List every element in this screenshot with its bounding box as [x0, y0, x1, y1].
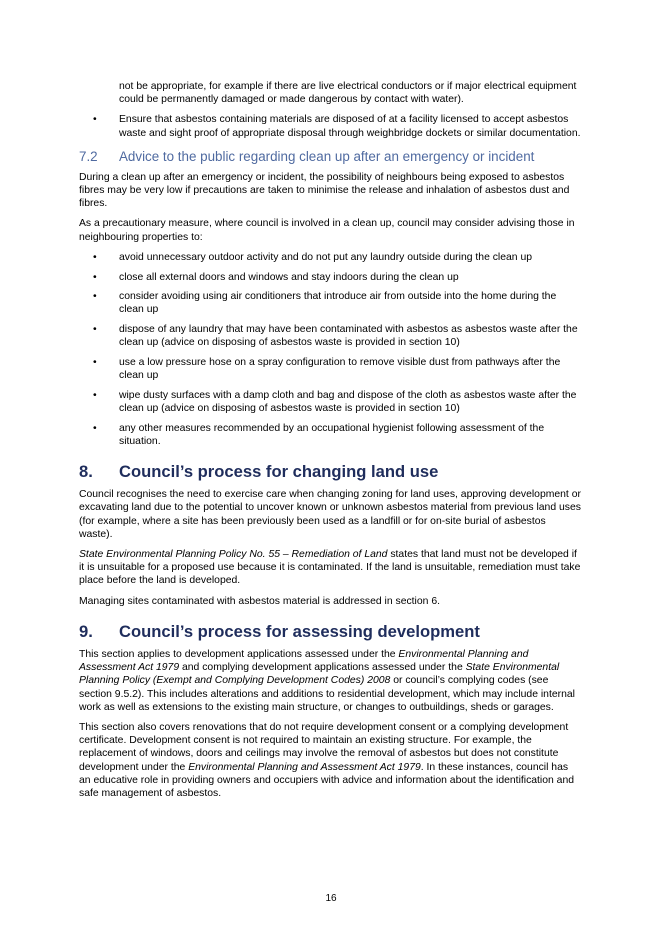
paragraph: Managing sites contaminated with asbestos material is addressed in section 6. — [79, 595, 440, 607]
paragraph-text: This section also covers renovations that do not require development consent or a complying development certificate. Development consent is not required to maintain an existing structure. For example, the replacement of windows, doors and ceilings may involve the removal of asbestos but does not constitute development under the — [79, 721, 569, 773]
section-title: Council’s process for assessing development — [119, 621, 480, 641]
paragraph — [79, 548, 582, 588]
bullet-icon: • — [93, 271, 97, 283]
paragraph: Council recognises the need to exercise care when changing zoning for land uses, approving development or excavating land due to the potential to uncover known or unknown asbestos material from previous land uses (for example, where a site has been previously been used as a landfill or for on-site burial of asbestos waste). — [79, 489, 581, 540]
bullet-icon: • — [93, 389, 97, 401]
list-item-text: any other measures recommended by an occupational hygienist following assessment of the situation. — [119, 422, 545, 448]
policy-title: State Environmental Planning Policy (Exempt and Complying Development Codes) 2008 — [79, 662, 560, 687]
list-item-text: avoid unnecessary outdoor activity and do not put any laundry outside during the clean up — [119, 251, 533, 263]
bullet-icon: • — [93, 422, 97, 434]
list-item-text: use a low pressure hose on a spray configuration to remove visible dust from pathways after the clean up — [119, 357, 561, 382]
paragraph-text: states that land must not be developed if it is unsuitable for a proposed use because it is contaminated. If the land is unsuitable, remediation must take place before the land is developed. — [79, 549, 581, 587]
list-item — [79, 389, 582, 415]
paragraph — [79, 648, 582, 714]
paragraph-text: This section applies to development applications assessed under the — [79, 648, 399, 660]
list-item-text: dispose of any laundry that may have been contaminated with asbestos as asbestos waste after the clean up (advice on disposing of asbestos waste is provided in section 10) — [119, 324, 578, 349]
section-title: Council’s process for changing land use — [119, 462, 439, 482]
paragraph-text: . In these instances, council has an educative role in providing owners and occupiers with advice and information about the identification and safe management of asbestos. — [79, 761, 575, 799]
list-item-text: close all external doors and windows and stay indoors during the clean up — [119, 271, 459, 283]
policy-title: State Environmental Planning Policy No. 55 – Remediation of Land — [79, 549, 388, 561]
section-title: Advice to the public regarding clean up after an emergency or incident — [119, 148, 535, 164]
list-item — [79, 356, 582, 382]
paragraph: As a precautionary measure, where council is involved in a clean up, council may consider advising those in neighbouring properties to: — [79, 218, 575, 243]
paragraph — [79, 721, 582, 800]
bullet-icon: • — [93, 291, 97, 303]
continuation-text: not be appropriate, for example if there are live electrical conductors or if major electrical equipment could be permanently damaged or made dangerous by contact with water). — [119, 81, 577, 106]
section-number: 9. — [79, 621, 93, 641]
list-item — [79, 113, 582, 139]
paragraph-text: and complying development applications assessed under the — [179, 662, 466, 674]
top-bullet-list — [79, 113, 582, 139]
bullet-icon: • — [93, 324, 97, 336]
section-7-2-heading — [79, 149, 582, 165]
section-9-heading — [79, 622, 582, 642]
paragraph: During a clean up after an emergency or incident, the possibility of neighbours being exposed to asbestos fibres may be very low if precautions are taken to minimise the release and inhalation of asbestos dust and fibres. — [79, 171, 570, 210]
list-item — [79, 323, 582, 349]
list-item — [79, 271, 582, 284]
list-item-text: consider avoiding using air conditioners that introduce air from outside into the home during the clean up — [119, 291, 557, 316]
bullet-icon: • — [93, 357, 97, 369]
list-item — [79, 422, 582, 448]
bullet-icon: • — [93, 251, 97, 263]
advice-bullet-list — [79, 251, 582, 448]
page-number: 16 — [325, 893, 337, 904]
list-item — [79, 290, 582, 316]
list-item — [79, 251, 582, 264]
bullet-icon: • — [93, 114, 97, 126]
paragraph-text: or council’s complying codes (see section 9.5.2). This includes alterations and additions to residential development, which may include internal work as well as extensions to the existing main structure, or changes to outbuildings, sheds or garages. — [79, 675, 575, 713]
list-item-text: wipe dusty surfaces with a damp cloth and bag and dispose of the cloth as asbestos waste after the clean up (advice on disposing of asbestos waste is provided in section 10) — [119, 389, 577, 415]
act-title: Environmental Planning and Assessment Act 1979 — [188, 761, 421, 773]
page-content — [79, 80, 582, 807]
section-8-heading — [79, 462, 582, 482]
section-number: 7.2 — [79, 148, 98, 164]
section-number: 8. — [79, 462, 93, 482]
list-item-text: Ensure that asbestos containing materials are disposed of at a facility licensed to accept asbestos waste and sight proof of appropriate disposal through weighbridge dockets or similar documentation. — [119, 114, 581, 139]
act-title: Environmental Planning and Assessment Act 1979 — [79, 648, 529, 674]
